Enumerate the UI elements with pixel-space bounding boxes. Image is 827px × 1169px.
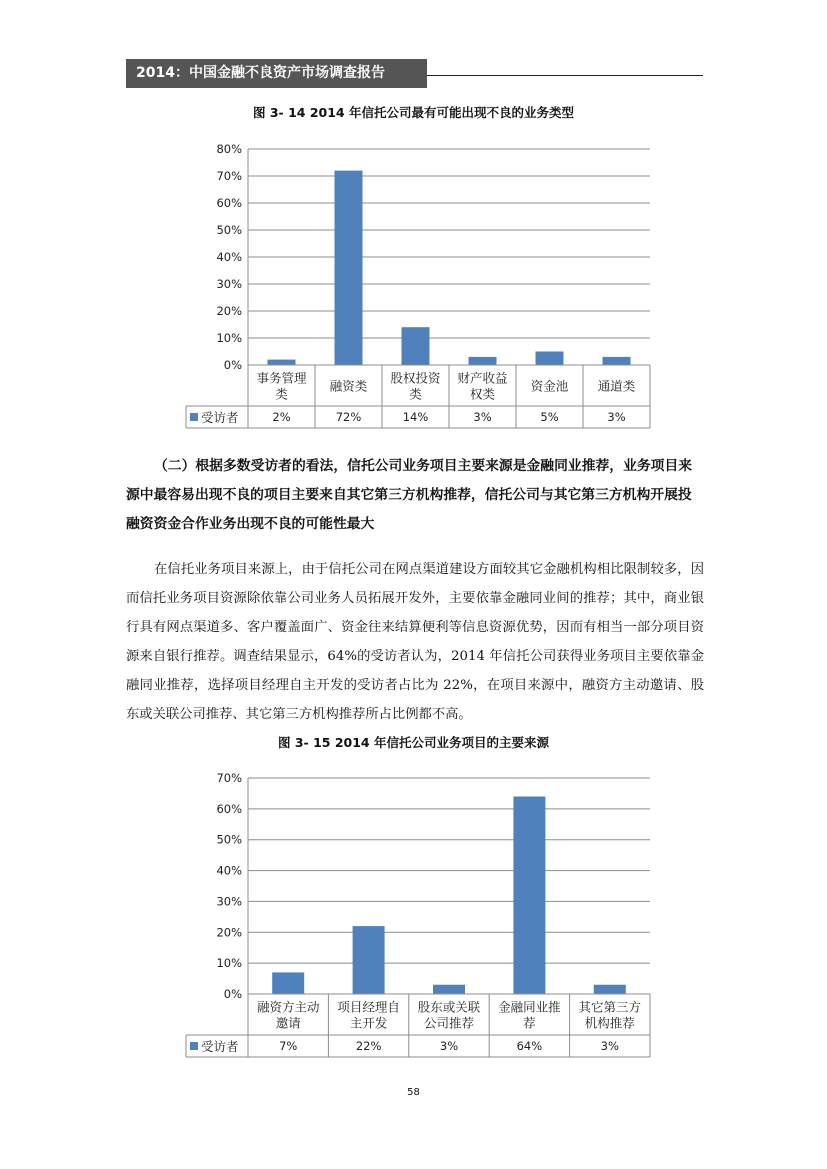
y-tick-label: 50% xyxy=(216,832,242,847)
report-header-title: 2014：中国金融不良资产市场调查报告 xyxy=(126,59,427,88)
category-label: 邀请 xyxy=(275,1015,301,1031)
bar xyxy=(353,926,385,994)
data-label: 2% xyxy=(272,410,291,424)
y-tick-label: 20% xyxy=(216,925,242,940)
data-label: 22% xyxy=(355,1039,382,1053)
figure-2-title: 图 3- 15 2014 年信托公司业务项目的主要来源 xyxy=(278,735,549,750)
y-tick-label: 70% xyxy=(216,169,242,183)
page-number: 58 xyxy=(407,1087,420,1098)
figure-1-bar-chart xyxy=(0,140,827,435)
y-tick-label: 30% xyxy=(216,277,242,291)
category-label: 融资方主动 xyxy=(256,999,320,1015)
data-label: 72% xyxy=(335,410,362,424)
category-label: 股权投资 xyxy=(390,370,441,386)
category-label: 资金池 xyxy=(530,378,569,394)
category-label: 类 xyxy=(275,386,288,402)
data-label: 3% xyxy=(607,410,626,424)
data-label: 3% xyxy=(473,410,492,424)
category-label: 公司推荐 xyxy=(423,1015,475,1031)
y-tick-label: 70% xyxy=(216,771,242,785)
y-tick-label: 40% xyxy=(216,863,242,878)
category-label: 金融同业推 xyxy=(498,999,561,1015)
category-label: 通道类 xyxy=(597,378,636,394)
legend-label: 受访者 xyxy=(201,1039,239,1054)
data-label: 5% xyxy=(540,410,559,424)
y-tick-label: 30% xyxy=(216,894,242,909)
legend-label: 受访者 xyxy=(201,410,239,425)
category-label: 财产收益 xyxy=(457,370,508,386)
header-rule xyxy=(427,75,703,76)
data-label: 3% xyxy=(439,1039,459,1053)
body-paragraph: 在信托业务项目来源上，由于信托公司在网点渠道建设方面较其它金融机构相比限制较多，因而信托业务项目资源除依靠公司业务人员拓展开发外，主要依靠金融同业间的推荐；其中，商业银行具有网点渠道多、客户覆盖面广、资金往来结算便利等信息资源优势，因而有相当一部分项目资源来自银行推荐。调查结果显示，64%的受访者认为，2014 年信托公司获得业务项目主要依靠金融同业推荐，选择项目经理自主开发的受访者占比为 22%，在项目来源中，融资方主动邀请、股东或关联公司推荐、其它第三方机构推荐所占比例都不高。 xyxy=(126,562,704,722)
data-label: 7% xyxy=(279,1039,298,1053)
figure-1-title: 图 3- 14 2014 年信托公司最有可能出现不良的业务类型 xyxy=(253,105,574,120)
bar xyxy=(402,327,430,365)
y-tick-label: 40% xyxy=(216,250,242,264)
y-tick-label: 10% xyxy=(216,331,242,345)
bar xyxy=(513,797,545,994)
category-label: 类 xyxy=(409,386,422,402)
y-tick-label: 10% xyxy=(216,956,242,971)
y-tick-label: 0% xyxy=(223,358,242,372)
category-label: 融资类 xyxy=(329,378,368,394)
category-label: 机构推荐 xyxy=(584,1015,635,1031)
figure-2-bar-chart xyxy=(0,770,827,1065)
bar xyxy=(433,985,465,994)
data-label: 3% xyxy=(600,1039,619,1053)
section-heading: （二）根据多数受访者的看法，信托公司业务项目主要来源是金融同业推荐，业务项目来源中最容易出现不良的项目主要来自其它第三方机构推荐，信托公司与其它第三方机构开展投融资资金合作业务出现不良的可能性最大 xyxy=(126,458,693,532)
y-tick-label: 60% xyxy=(216,196,242,210)
bar xyxy=(594,985,626,994)
bar xyxy=(268,360,296,365)
bar xyxy=(335,171,363,365)
data-label: 14% xyxy=(402,410,429,424)
category-label: 主开发 xyxy=(349,1015,388,1031)
y-tick-label: 20% xyxy=(216,304,242,318)
category-label: 事务管理 xyxy=(256,370,307,386)
category-label: 项目经理自 xyxy=(337,999,400,1015)
category-label: 其它第三方 xyxy=(578,999,642,1015)
y-tick-label: 50% xyxy=(216,223,242,237)
bar xyxy=(603,357,631,365)
y-tick-label: 80% xyxy=(216,142,242,156)
legend-swatch xyxy=(190,413,198,421)
bar xyxy=(272,972,304,994)
y-tick-label: 0% xyxy=(223,987,242,1001)
bar xyxy=(469,357,497,365)
category-label: 权类 xyxy=(469,386,496,402)
category-label: 股东或关联 xyxy=(417,999,481,1015)
bar xyxy=(536,352,564,366)
data-label: 64% xyxy=(516,1039,543,1053)
category-label: 荐 xyxy=(523,1015,536,1031)
y-tick-label: 60% xyxy=(216,801,242,816)
legend-swatch xyxy=(190,1042,198,1050)
